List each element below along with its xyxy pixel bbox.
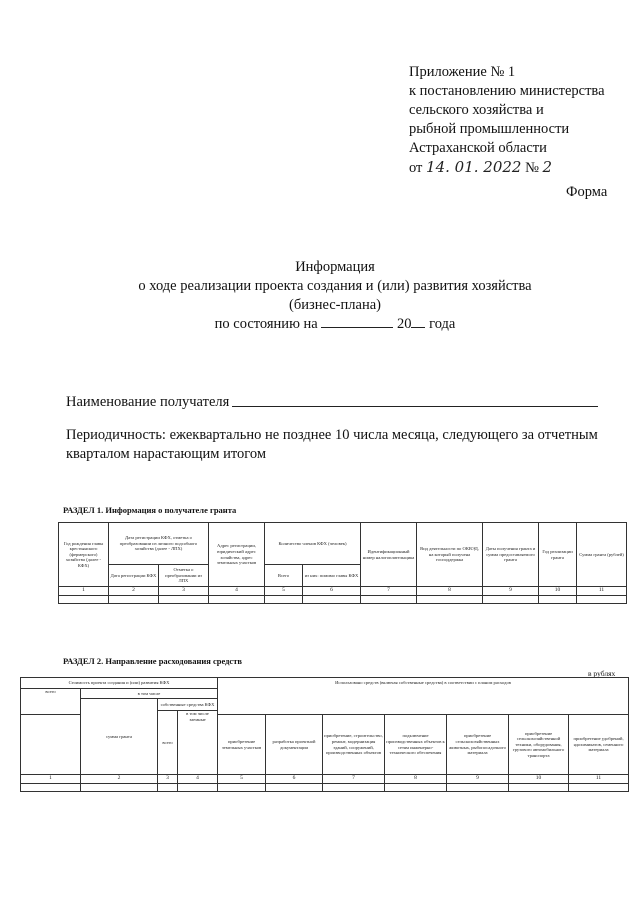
s2-num: 5 (218, 775, 266, 784)
s1-h-address: Адрес регистрации, юридический адрес хозяйства, адрес земельных участков (209, 523, 265, 587)
appendix-number: Приложение № 1 (409, 64, 516, 80)
handwritten-number: 2 (542, 158, 553, 176)
s1-h-inn: Идентификационный номер налогоплательщика (361, 523, 417, 587)
s1-num: 3 (159, 587, 209, 596)
s2-h-utilities: подключение производственных объектов к сетям инженерно-технического обеспечения (385, 715, 447, 775)
s2-empty-cell (385, 784, 447, 792)
s1-h-members-total: Всего (265, 565, 303, 587)
resolution-line: к постановлению министерства (409, 83, 605, 99)
section-1-table (58, 522, 627, 604)
s1-num: 7 (361, 587, 417, 596)
s2-num: 9 (447, 775, 509, 784)
s1-empty-cell (159, 596, 209, 604)
s2-empty-cell (569, 784, 629, 792)
s2-num: 1 (21, 775, 81, 784)
s2-h-grant-sum: сумма гранта (81, 699, 158, 775)
s2-num: 10 (509, 775, 569, 784)
s2-empty-cell (447, 784, 509, 792)
s2-h-total: всего (21, 689, 81, 715)
s1-h-okved: Вид деятельности по ОКВЭД, на который получена господдержка (417, 523, 483, 587)
s2-num: 3 (158, 775, 178, 784)
ministry-line-1: сельского хозяйства и (409, 102, 544, 118)
s2-empty-cell (218, 784, 266, 792)
s2-empty-cell (21, 784, 81, 792)
s1-h-members-besides: из них: помимо главы КФХ (303, 565, 361, 587)
section-2-table (20, 677, 629, 792)
title-line-3: (бизнес-плана) (289, 297, 381, 313)
s1-num: 8 (417, 587, 483, 596)
section-1-title: РАЗДЕЛ 1. Информация о получателе гранта (63, 505, 237, 515)
s2-num: 7 (323, 775, 385, 784)
s1-num: 4 (209, 587, 265, 596)
s2-h-land: приобретение земельных участков (218, 715, 266, 775)
s1-num: 2 (109, 587, 159, 596)
form-label: Форма (566, 184, 608, 200)
s2-num: 2 (81, 775, 158, 784)
title-line-4: по состоянию на 20 года (214, 316, 456, 332)
s1-h-members: Количество членов КФХ (человек) (265, 523, 361, 565)
s2-empty-cell (178, 784, 218, 792)
s1-empty-cell (109, 596, 159, 604)
s1-h-grant-sum: Сумма гранта (рублей) (577, 523, 627, 587)
s2-empty-cell (158, 784, 178, 792)
s2-h-including: в том числе (81, 689, 218, 699)
s2-h-own-total: всего (158, 711, 178, 775)
s1-empty-cell (265, 596, 303, 604)
s1-num: 6 (303, 587, 361, 596)
s1-num: 1 (59, 587, 109, 596)
date-line: от 14. 01. 2022 № 2 (409, 158, 553, 176)
s2-h-fertilizers: приобретение удобрений, ядохимикатов, семенного материала (569, 715, 629, 775)
s2-num: 4 (178, 775, 218, 784)
s1-h-grant-year: Год реализации гранта (539, 523, 577, 587)
s1-h-lph-mark: Отметка о преобразовании из ЛПХ (159, 565, 209, 587)
s2-h-animals: приобретение сельскохозяйственных животных, рыбопосадочного материала (447, 715, 509, 775)
s2-h-project-cost: Стоимость проекта создания и (или) развития КФХ (21, 678, 218, 689)
section-2-title: РАЗДЕЛ 2. Направление расходования средств (63, 656, 242, 666)
section-2-unit: в рублях (588, 669, 616, 678)
recipient-blank (232, 406, 598, 407)
s1-num: 9 (483, 587, 539, 596)
s1-num: 10 (539, 587, 577, 596)
region-line: Астраханской области (409, 140, 547, 156)
s2-h-borrowed: в том числе заемные (178, 711, 218, 775)
s1-num: 5 (265, 587, 303, 596)
s1-h-birth-year: Год рождения главы крестьянского (фермерского) хозяйства (далее - КФХ) (59, 523, 109, 587)
recipient-label: Наименование получателя (66, 394, 230, 410)
s1-empty-cell (577, 596, 627, 604)
s1-empty-cell (209, 596, 265, 604)
s1-empty-cell (417, 596, 483, 604)
date-blank (321, 315, 393, 328)
s1-num: 11 (577, 587, 627, 596)
s2-empty-cell (509, 784, 569, 792)
s1-h-grant-dates: Даты получения гранта и сумма предоставляемого гранта (483, 523, 539, 587)
periodicity-line-1: Периодичность: ежеквартально не позднее 10 числа месяца, следующего за отчетным (66, 427, 598, 443)
s2-h-machinery: приобретение сельскохозяйственной техники, оборудования, грузового автомобильного транспорта (509, 715, 569, 775)
title-line-2: о ходе реализации проекта создания и (или) развития хозяйства (138, 278, 532, 294)
s2-h-total-placeholder (21, 715, 81, 775)
s1-h-registration: Дата регистрации КФХ, отметка о преобразовании из личного подсобного хозяйства (далее - ЛПХ) (109, 523, 209, 565)
title-line-1: Информация (295, 259, 375, 275)
periodicity-line-2: кварталом нарастающим итогом (66, 446, 266, 462)
s1-empty-cell (303, 596, 361, 604)
document-title (110, 258, 560, 334)
s2-h-design-docs: разработка проектной документации (266, 715, 323, 775)
s2-h-buildings: приобретение, строительство, ремонт, модернизация зданий, сооружений, производственных объектов (323, 715, 385, 775)
appendix-header (409, 63, 639, 178)
handwritten-date: 14. 01. 2022 (426, 158, 522, 176)
ministry-line-2: рыбной промышленности (409, 121, 570, 137)
s2-num: 8 (385, 775, 447, 784)
s1-empty-cell (539, 596, 577, 604)
s2-num: 6 (266, 775, 323, 784)
s2-empty-cell (81, 784, 158, 792)
s1-empty-cell (361, 596, 417, 604)
s2-empty-cell (266, 784, 323, 792)
s2-h-used-funds: Использовано средств (включая собственные средства) в соответствии с планом расходов (218, 678, 629, 715)
s1-h-reg-date: Дата регистрации КФХ (109, 565, 159, 587)
periodicity (66, 426, 626, 464)
s1-empty-cell (483, 596, 539, 604)
s1-empty-cell (59, 596, 109, 604)
year-blank (411, 315, 425, 328)
s2-h-own-funds: собственные средства КФХ (158, 699, 218, 711)
s2-num: 11 (569, 775, 629, 784)
s2-empty-cell (323, 784, 385, 792)
